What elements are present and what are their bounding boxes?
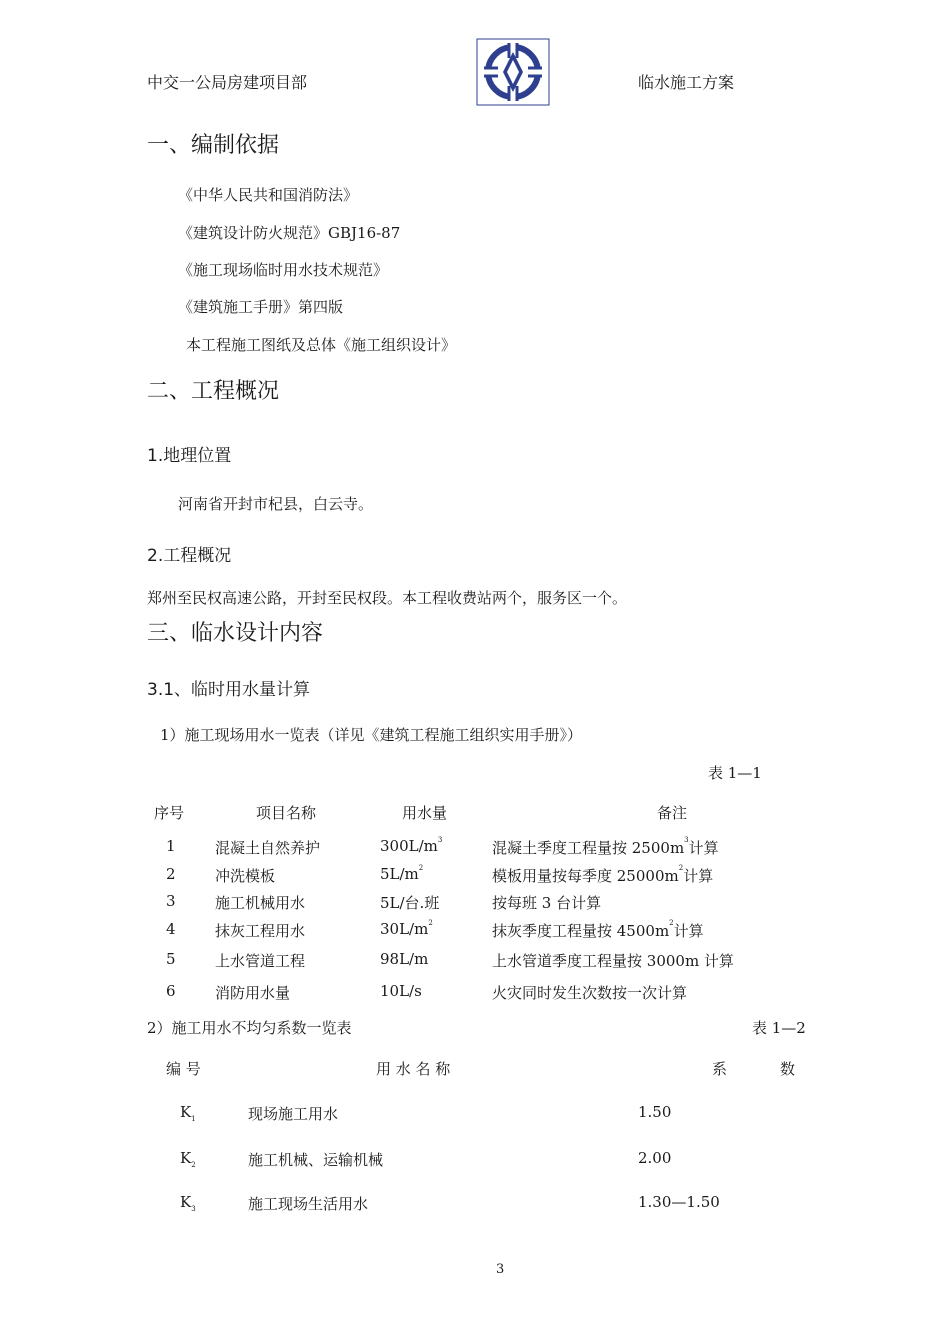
table2-header-no: 编 号: [166, 1060, 201, 1078]
row-note: 按每班 3 台计算: [492, 894, 602, 912]
row-qty: $30L/m^2$: [380, 919, 433, 938]
row-name: 现场施工用水: [248, 1105, 339, 1123]
row-name: 施工机械用水: [215, 894, 306, 912]
row-name: 冲洗模板: [215, 867, 276, 885]
table2-header-name: 用 水 名 称: [376, 1060, 451, 1078]
row-name: 抹灰工程用水: [215, 922, 306, 940]
table1-label: 表 1—1: [708, 764, 762, 782]
row-qty: 5L/台.班: [380, 894, 440, 912]
row-name: 上水管道工程: [215, 952, 306, 970]
section1-title: 一、编制依据: [147, 133, 280, 158]
reference-item: 《施工现场临时用水技术规范》: [178, 261, 389, 279]
table1-header-no: 序号: [154, 804, 185, 822]
row-coef: 2.00: [638, 1149, 672, 1167]
row-k: $K_2$: [180, 1149, 196, 1169]
table1-header-qty: 用水量: [402, 804, 448, 822]
header-left: 中交一公局房建项目部: [147, 73, 308, 92]
row-note: 上水管道季度工程量按 3000m 计算: [492, 952, 734, 970]
row-note: 抹灰季度工程量按 $4500m^2$计算: [492, 919, 704, 940]
row-name: 施工机械、运输机械: [248, 1151, 384, 1169]
row-no: 6: [166, 982, 176, 1000]
overview-text: 郑州至民权高速公路，开封至民权段。本工程收费站两个，服务区一个。: [147, 589, 628, 607]
row-note: 混凝土季度工程量按 $2500m^3$计算: [492, 836, 719, 857]
section3-title: 三、临水设计内容: [147, 621, 324, 646]
table1-intro: 1）施工现场用水一览表（详见《建筑工程施工组织实用手册》）: [160, 726, 583, 744]
table1-header-note: 备注: [657, 804, 688, 822]
row-k: $K_3$: [180, 1193, 196, 1213]
section2-title: 二、工程概况: [147, 379, 280, 404]
row-name: 混凝土自然养护: [215, 839, 321, 857]
row-coef: 1.50: [638, 1103, 672, 1121]
reference-item: 本工程施工图纸及总体《施工组织设计》: [186, 336, 457, 354]
row-note: 火灾同时发生次数按一次计算: [492, 984, 688, 1002]
table2-intro: 2）施工用水不均匀系数一览表: [147, 1019, 352, 1037]
row-no: 5: [166, 950, 176, 968]
table2-label: 表 1—2: [752, 1019, 806, 1037]
row-name: 消防用水量: [215, 984, 291, 1002]
row-qty: 10L/s: [380, 982, 422, 1000]
row-qty: 98L/m: [380, 950, 429, 968]
row-no: 4: [166, 920, 176, 938]
row-no: 2: [166, 865, 176, 883]
table1-header-name: 项目名称: [256, 804, 317, 822]
row-k: $K_1$: [180, 1103, 196, 1123]
location-heading: 1.地理位置: [147, 446, 232, 466]
reference-item: 《建筑设计防火规范》GBJ16-87: [178, 224, 401, 242]
page-number: 3: [496, 1262, 505, 1277]
row-qty: $5L/m^2$: [380, 864, 424, 883]
table2-header-coef-2: 数: [780, 1060, 796, 1078]
reference-item: 《建筑施工手册》第四版: [178, 298, 344, 316]
location-text: 河南省开封市杞县，白云寺。: [178, 495, 374, 513]
reference-item: 《中华人民共和国消防法》: [178, 186, 359, 204]
row-coef: 1.30—1.50: [638, 1193, 720, 1211]
row-qty: $300L/m^3$: [380, 836, 443, 855]
table2-header-coef-1: 系: [712, 1060, 728, 1078]
overview-heading: 2.工程概况: [147, 546, 232, 566]
row-no: 3: [166, 892, 176, 910]
row-note: 模板用量按每季度 $25000m^2$计算: [492, 864, 714, 885]
row-no: 1: [166, 837, 176, 855]
water-calc-heading: 3.1、临时用水量计算: [147, 680, 311, 700]
company-logo-icon: [476, 38, 550, 106]
header-right: 临水施工方案: [638, 73, 735, 92]
row-name: 施工现场生活用水: [248, 1195, 369, 1213]
